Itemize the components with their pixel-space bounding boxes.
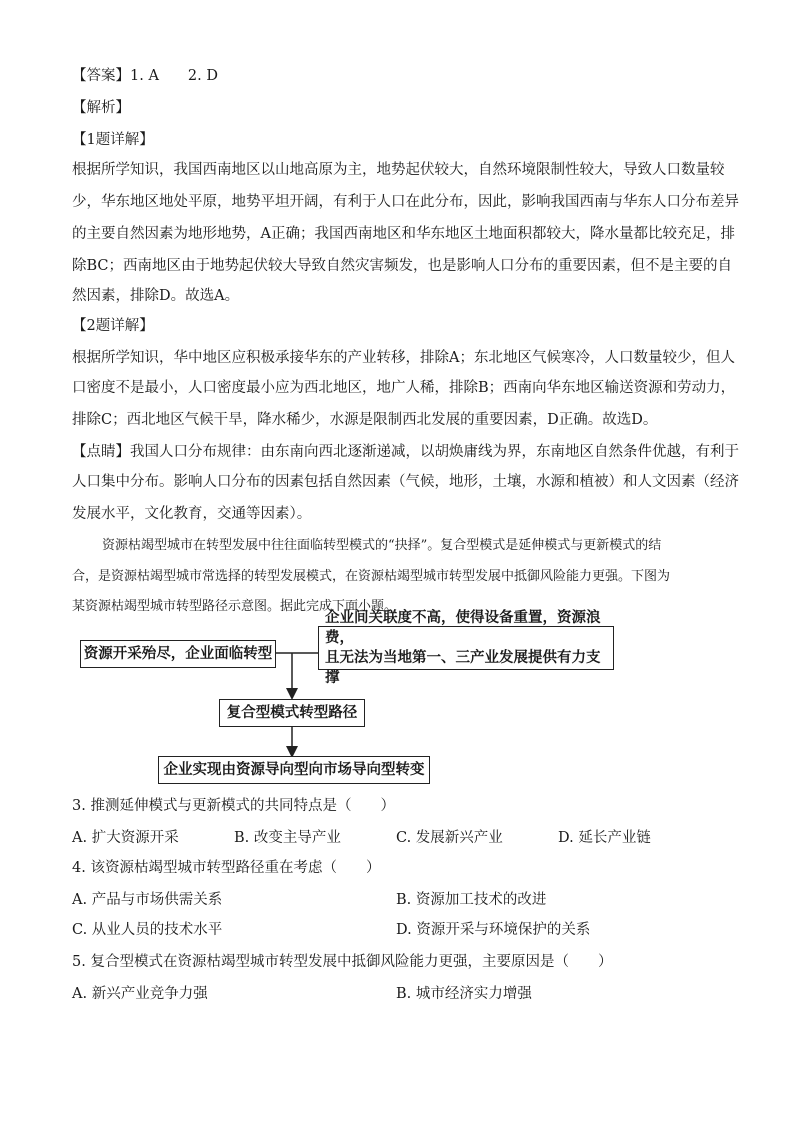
q2-text-line: 排除C；西北地区气候干旱，降水稀少，水源是限制西北发展的重要因素，D正确。故选D。 <box>72 412 658 428</box>
q4-stem: 4. 该资源枯竭型城市转型路径重在考虑（ ） <box>72 860 381 876</box>
q2-text-line: 根据所学知识，华中地区应积极承接华东的产业转移，排除A；东北地区气候寒冷，人口数量较少，但人 <box>72 350 735 366</box>
q4-option-a: A. 产品与市场供需关系 <box>72 892 223 908</box>
q2-heading: 【2题详解】 <box>72 318 154 334</box>
q3-option-b: B. 改变主导产业 <box>234 830 341 846</box>
q4-option-d: D. 资源开采与环境保护的关系 <box>396 922 591 938</box>
q1-text-line: 除BC；西南地区由于地势起伏较大导致自然灾害频发，也是影响人口分布的重要因素，但不是主要的自 <box>72 258 733 274</box>
flow-box-problem-line: 且无法为当地第一、三产业发展提供有力支撑 <box>325 649 601 686</box>
tips-text-line: 发展水平，文化教育，交通等因素）。 <box>72 506 312 522</box>
q5-stem: 5. 复合型模式在资源枯竭型城市转型发展中抵御风险能力更强，主要原因是（ ） <box>72 954 613 970</box>
q3-option-d: D. 延长产业链 <box>558 830 651 846</box>
flow-box-path: 复合型模式转型路径 <box>219 699 365 727</box>
q1-text-line: 少，华东地区地处平原，地势平坦开阔，有利于人口在此分布，因此，影响我国西南与华东人口分布差异 <box>72 194 739 210</box>
q1-text-line: 根据所学知识，我国西南地区以山地高原为主，地势起伏较大，自然环境限制性较大，导致人口数量较 <box>72 162 725 178</box>
intro-text-line: 资源枯竭型城市在转型发展中往往面临转型模式的“抉择”。复合型模式是延伸模式与更新模式的结 <box>102 538 662 553</box>
q5-option-b: B. 城市经济实力增强 <box>396 986 532 1002</box>
analysis-label: 【解析】 <box>72 100 130 116</box>
intro-text-line: 某资源枯竭型城市转型路径示意图。据此完成下面小题。 <box>72 599 398 614</box>
flow-box-problem <box>318 609 614 686</box>
q1-text-line: 然因素，排除D。故选A。 <box>72 288 240 304</box>
intro-text-line: 合，是资源枯竭型城市常选择的转型发展模式，在资源枯竭型城市转型发展中抵御风险能力更强。下图为 <box>72 569 671 584</box>
flow-box-problem-line: 企业间关联度不高，使得设备重置，资源浪费， <box>325 609 601 646</box>
q4-option-b: B. 资源加工技术的改进 <box>396 892 547 908</box>
tips-text-line: 【点睛】我国人口分布规律：由东南向西北逐渐递减，以胡焕庸线为界，东南地区自然条件优越，有利于 <box>72 444 739 460</box>
q5-option-a: A. 新兴产业竞争力强 <box>72 986 208 1002</box>
q2-text-line: 口密度不是最小，人口密度最小应为西北地区，地广人稀，排除B；西南向华东地区输送资源和劳动力， <box>72 380 736 396</box>
q3-option-a: A. 扩大资源开采 <box>72 830 179 846</box>
q1-text-line: 的主要自然因素为地形地势，A正确；我国西南地区和华东地区土地面积都较大，降水量都比较充足，排 <box>72 226 735 242</box>
q3-stem: 3. 推测延伸模式与更新模式的共同特点是（ ） <box>72 798 395 814</box>
flow-box-start: 资源开采殆尽，企业面临转型 <box>80 640 276 668</box>
q4-option-c: C. 从业人员的技术水平 <box>72 922 223 938</box>
q1-heading: 【1题详解】 <box>72 132 154 148</box>
q3-option-c: C. 发展新兴产业 <box>396 830 503 846</box>
flow-box-result: 企业实现由资源导向型向市场导向型转变 <box>158 756 430 784</box>
answer-line: 【答案】1. A 2. D <box>72 68 218 84</box>
tips-text-line: 人口集中分布。影响人口分布的因素包括自然因素（气候，地形，土壤，水源和植被）和人文因素（经济 <box>72 474 739 490</box>
